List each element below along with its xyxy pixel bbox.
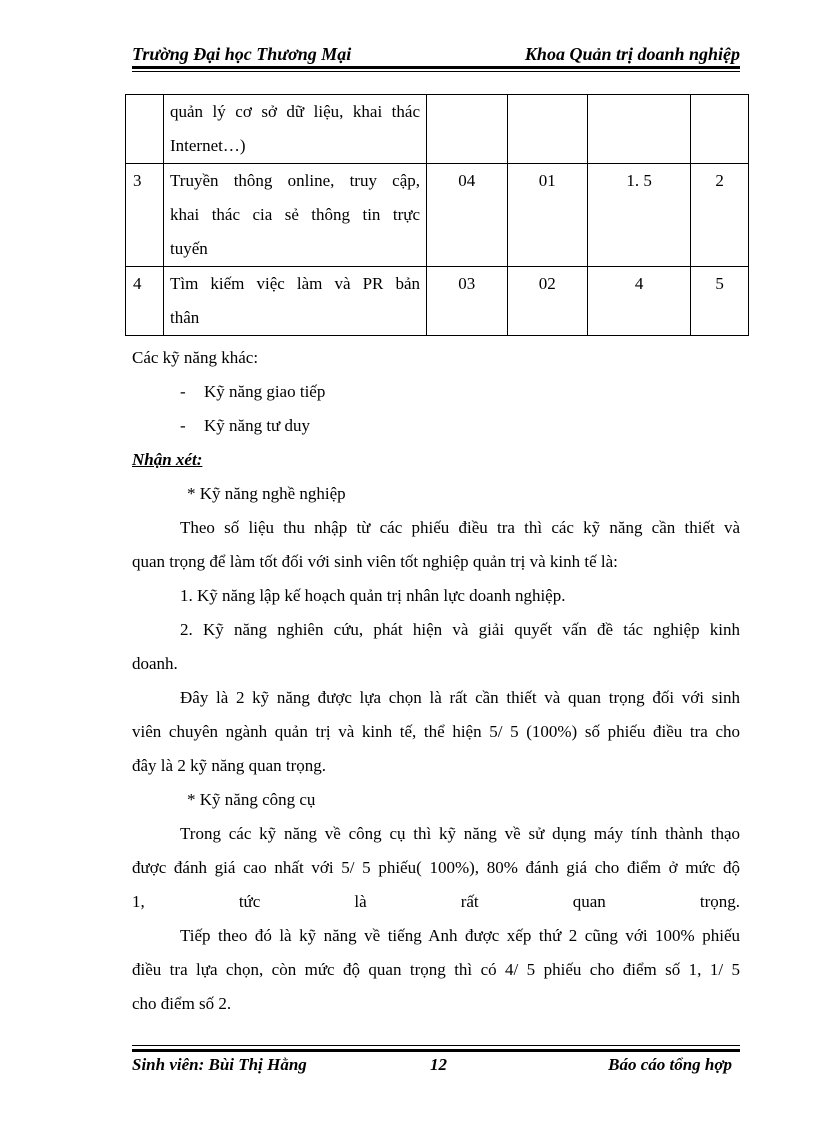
paragraph-line: đây là 2 kỹ năng quan trọng. xyxy=(132,756,327,775)
row-content-line: khai thác cia sẻ thông tin trực xyxy=(170,205,420,224)
footer-report: Báo cáo tổng hợp xyxy=(608,1055,732,1074)
row-number: 3 xyxy=(126,164,164,267)
footer-rule-thin xyxy=(132,1045,740,1046)
row-content-line: Tìm kiếm việc làm và PR bản xyxy=(170,274,420,293)
row-content-line: thân xyxy=(170,308,200,327)
subheading: * Kỹ năng công cụ xyxy=(187,790,316,809)
header-rule-thick xyxy=(132,66,740,69)
header-school: Trường Đại học Thương Mại xyxy=(132,44,352,64)
row-value: 02 xyxy=(507,267,588,336)
row-content xyxy=(164,95,427,164)
paragraph-line: điều tra lựa chọn, còn mức độ quan trọng thì có 4/ 5 phiếu cho điểm số 1, 1/ 5 xyxy=(132,960,740,979)
paragraph-line: được đánh giá cao nhất với 5/ 5 phiếu( 100%), 80% đánh giá cho điểm ở mức độ xyxy=(132,858,740,877)
bullet-item: - Kỹ năng tư duy xyxy=(180,416,311,435)
row-value xyxy=(691,95,749,164)
row-value: 01 xyxy=(507,164,588,267)
row-value: 03 xyxy=(427,267,508,336)
table-row xyxy=(126,164,749,267)
subheading: * Kỹ năng nghề nghiệp xyxy=(187,484,346,503)
section-title: Nhận xét: xyxy=(132,450,203,469)
row-number: 4 xyxy=(126,267,164,336)
bullet-item: - Kỹ năng giao tiếp xyxy=(180,382,326,401)
footer-rule-thick xyxy=(132,1049,740,1052)
row-value: 4 xyxy=(588,267,691,336)
body-text xyxy=(132,341,740,1021)
row-content-line: tuyến xyxy=(170,239,208,258)
row-value: 2 xyxy=(691,164,749,267)
row-value xyxy=(427,95,508,164)
row-number xyxy=(126,95,164,164)
skills-table xyxy=(125,94,749,336)
paragraph-line: quan trọng để làm tốt đối với sinh viên tốt nghiệp quản trị và kinh tế là: xyxy=(132,552,618,571)
row-value: 1. 5 xyxy=(588,164,691,267)
other-skills-label: Các kỹ năng khác: xyxy=(132,348,259,367)
row-value: 04 xyxy=(427,164,508,267)
footer-student: Sinh viên: Bùi Thị Hằng xyxy=(132,1055,307,1074)
table-row xyxy=(126,95,749,164)
header-rule-thin xyxy=(132,71,740,72)
numbered-item: 1. Kỹ năng lập kế hoạch quản trị nhân lực doanh nghiệp. xyxy=(180,586,566,605)
page-number: 12 xyxy=(430,1055,447,1074)
row-content-line: quản lý cơ sở dữ liệu, khai thác xyxy=(170,102,420,121)
paragraph-line: Đây là 2 kỹ năng được lựa chọn là rất cần thiết và quan trọng đối với sinh xyxy=(180,688,740,707)
paragraph-line: viên chuyên ngành quản trị và kinh tế, thể hiện 5/ 5 (100%) số phiếu điều tra cho xyxy=(132,722,740,741)
row-value: 5 xyxy=(691,267,749,336)
row-content xyxy=(164,267,427,336)
row-value xyxy=(588,95,691,164)
numbered-item: 2. Kỹ năng nghiên cứu, phát hiện và giải quyết vấn đề tác nghiệp kinh xyxy=(180,620,740,639)
paragraph-line: 1, tức là rất quan trọng. xyxy=(132,892,740,911)
header-faculty: Khoa Quản trị doanh nghiệp xyxy=(524,44,740,64)
page-header xyxy=(132,40,740,66)
page-footer xyxy=(132,1055,740,1079)
paragraph-line: doanh. xyxy=(132,654,178,673)
row-value xyxy=(507,95,588,164)
bullet-text: Kỹ năng tư duy xyxy=(204,416,311,435)
row-content xyxy=(164,164,427,267)
paragraph-line: Theo số liệu thu nhập từ các phiếu điều tra thì các kỹ năng cần thiết và xyxy=(180,518,740,537)
row-content-line: Truyền thông online, truy cập, xyxy=(170,171,420,190)
paragraph-line: cho điểm số 2. xyxy=(132,994,232,1013)
bullet-text: Kỹ năng giao tiếp xyxy=(204,382,326,401)
row-content-line: Internet…) xyxy=(170,136,246,155)
paragraph-line: Tiếp theo đó là kỹ năng về tiếng Anh được xếp thứ 2 cũng với 100% phiếu xyxy=(180,926,740,945)
paragraph-line: Trong các kỹ năng về công cụ thì kỹ năng về sử dụng máy tính thành thạo xyxy=(180,824,740,843)
table-row xyxy=(126,267,749,336)
